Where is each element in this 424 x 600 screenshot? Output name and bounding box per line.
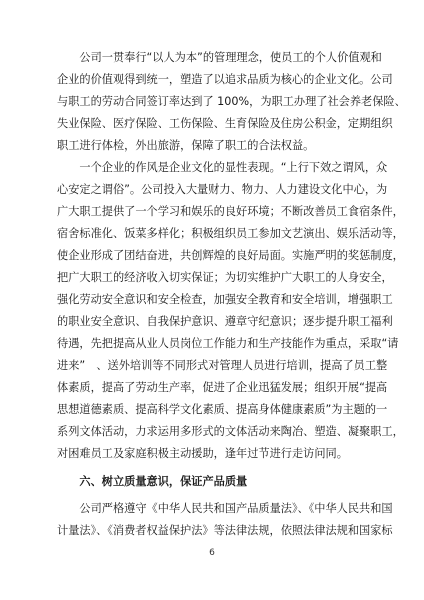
text-line: 系列文体活动，力求运用多形式的文体活动来陶冶、塑造、凝聚职工， bbox=[57, 425, 404, 438]
text-line: 公司一贯奉行“以人为本”的管理理念，使员工的个人价值观和 bbox=[57, 51, 382, 64]
text-line: 公司严格遵守《中华人民共和国产品质量法》、《中华人民共和国 bbox=[57, 502, 393, 515]
text-line: 与职工的劳动合同签订率达到了 100%，为职工办理了社会养老保险、 bbox=[57, 95, 406, 108]
text-line: 广大职工提供了一个学习和娱乐的良好环境；不断改善员工食宿条件， bbox=[57, 205, 404, 218]
text-line: 把广大职工的经济收入切实保证；为切实维护广大职工的人身安全， bbox=[57, 271, 393, 284]
text-line: 职工进行体检，外出旅游，保障了职工的合法权益。 bbox=[57, 139, 315, 152]
text-line: 计量法》、《消费者权益保护法》等法律法规，依照法律法规和国家标 bbox=[57, 524, 393, 537]
text-line: 思想道德素质、提高科学文化素质、提高身体健康素质”为主题的一 bbox=[57, 403, 388, 416]
text-line: 一个企业的作风是企业文化的显性表现。“上行下效之谓风，众 bbox=[57, 161, 388, 174]
text-line: 待遇，先把提高从业人员岗位工作能力和生产技能作为重点，采取“请 bbox=[57, 337, 399, 350]
text-line: 强化劳动安全意识和安全检查，加强安全教育和安全培训，增强职工 bbox=[57, 293, 393, 306]
text-line: 宿舍标准化、饭菜多样化；积极组织员工参加文艺演出、娱乐活动等， bbox=[57, 227, 404, 240]
section-heading: 六、树立质量意识，保证产品质量 bbox=[57, 475, 248, 488]
page-number: 6 bbox=[209, 548, 215, 558]
text-line: 使企业形成了团结奋进，共创辉煌的良好局面。实施严明的奖惩制度， bbox=[57, 249, 404, 262]
text-line: 心安定之谓俗”。公司投入大量财力、物力、人力建设文化中心，为 bbox=[57, 183, 388, 196]
text-line: 的职业安全意识、自我保护意识、遵章守纪意识；逐步提升职工福利 bbox=[57, 315, 393, 328]
text-line: 进来” 、送外培训等不同形式对管理人员进行培训，提高了员工整 bbox=[57, 359, 388, 372]
text-line: 体素质，提高了劳动生产率，促进了企业迅猛发展；组织开展“提高 bbox=[57, 381, 388, 394]
text-line: 对困难员工及家庭积极主动援助，逢年过节进行走访问同。 bbox=[57, 447, 348, 460]
text-line: 企业的价值观得到统一，塑造了以追求品质为核心的企业文化。公司 bbox=[57, 73, 393, 86]
text-line: 失业保险、医疗保险、工伤保险、生育保险及住房公积金，定期组织 bbox=[57, 117, 393, 130]
